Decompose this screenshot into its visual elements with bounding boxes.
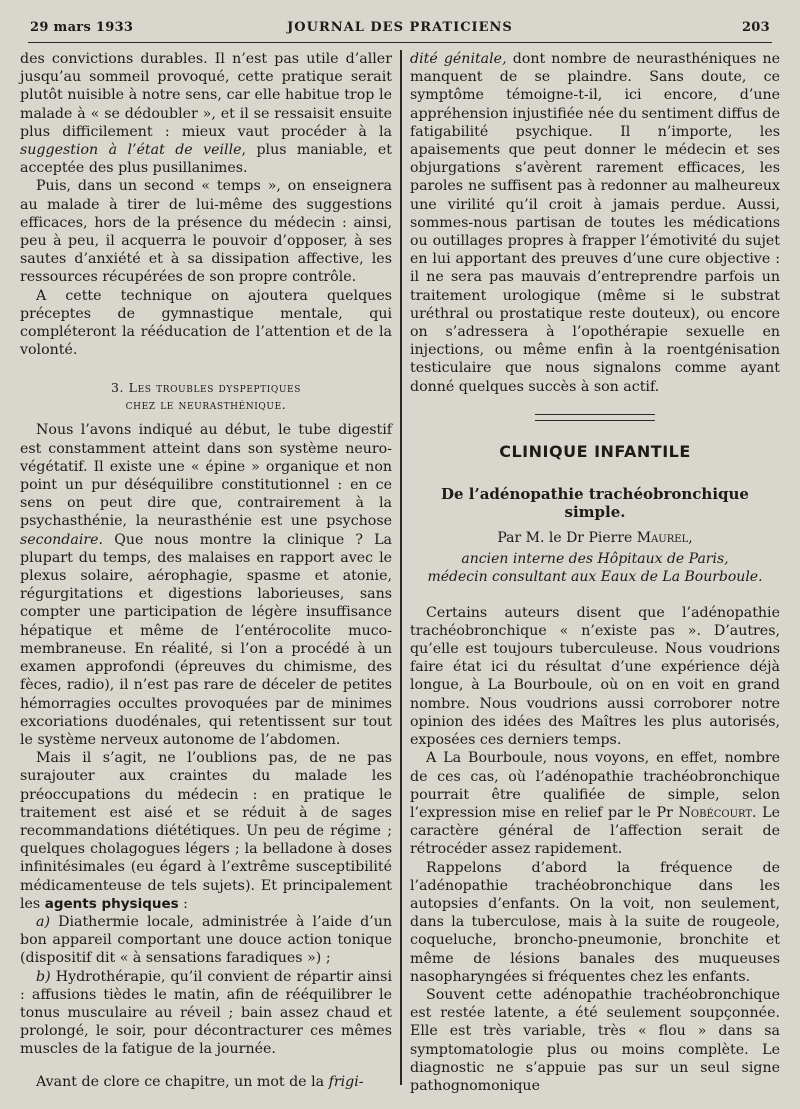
article-title: De l’adénopathie trachéobronchique simple. — [441, 485, 749, 522]
header-date: 29 mars 1933 — [30, 20, 134, 35]
section-heading: 3. Les troubles dyspeptiques chez le neurasthénique. — [110, 380, 301, 413]
author-name: Maurel, — [636, 530, 693, 547]
paragraph: des convictions durables. Il n’est pas utile d’aller jusqu’au sommeil provoqué, cette pratique serait plutôt nuisible à notre sens, car elle habitue trop le malade à « se dédoubler », et il se ressaisit ensuite plus difficilement : mieux vaut procéder à la suggestion à l’état de veille, plus maniable, et acceptée des plus pusillanimes. — [20, 51, 392, 177]
paragraph: Nous l’avons indiqué au début, le tube digestif est constamment atteint dans son système neuro-végétatif. Il existe une « épine » organique et non point un pur déséquilibre constitutionnel : en ce sens on peut dire que, contrairement à la psychasthénie, la neurasthénie est une psychose secondaire. Que nous montre la clinique ? La plupart du temps, des malaises en rapport avec le plexus solaire, aérophagie, spasme et atonie, régurgitations et digestions laborieuses, sans compter une participation de légère insuffisance hépatique et même de l’entérocolite muco-membraneuse. En réalité, si l’on a procédé à un examen approfondi (épreuves du chimisme, des fèces, radio), il n’est pas rare de déceler de petites hémorragies occultes provoquées par de minimes excoriations duodénales, qui retentissent sur tout le système nerveux autonome de l’abdomen. — [20, 422, 392, 748]
emphasis: dité génitale, — [410, 51, 507, 67]
paragraph: Certains auteurs disent que l’adénopathie trachéobronchique « n’existe pas ». D’autres, qu’elle est toujours tuberculeuse. Nous voudrions faire état ici du résultat d’une expérience déjà longue, à La Bourboule, où on en voit en grand nombre. Nous voudrions aussi corroborer notre opinion des idées des Maîtres les plus autorisés, exposées ces derniers temps. — [410, 604, 780, 749]
paragraph: dité génitale, dont nombre de neurasthéniques ne manquent de se plaindre. Sans doute, ce symptôme témoigne-t-il, ici encore, d’une appréhension injustifiée née du sentiment diffus de fatigabilité psychique. Il n’importe, les apaisements que peut donner le médecin et ses objurgations s’avèrent rarement efficaces, les paroles ne suffisent pas à redonner au malheureux une virilité qu’il croit à jamais perdue. Aussi, sommes-nous partisan de toutes les médications ou outillages propres à frapper l’émotivité du sujet en lui apportant des preuves d’une cure objective : il ne sera pas mauvais d’entreprendre parfois un traitement urologique (même si le substrat uréthral ou prostatique reste douteux), ou encore on s’adressera à l’opothérapie sexuelle en injections, ou même enfin à la roentgénisation testiculaire que nous signalons comme ayant donné quelques succès à son actif. — [410, 51, 781, 395]
paragraph: A La Bourboule, nous voyons, en effet, nombre de ces cas, où l’adénopathie trachéobronchique pourrait être qualifiée de simple, selon l’expression mise en relief par le Pr Nobécourt. Le caractère général de l’affection serait de rétrocéder assez rapidement. — [410, 750, 780, 858]
right-column — [410, 50, 780, 1095]
rubric-heading: CLINIQUE INFANTILE — [499, 441, 691, 461]
emphasis-strong: agents physiques — [44, 895, 179, 912]
cited-name: Nobécourt. — [678, 804, 757, 821]
emphasis: suggestion à l’état de veille — [20, 142, 242, 159]
left-column — [20, 50, 392, 1091]
section-divider — [535, 414, 655, 421]
page-header — [28, 18, 772, 43]
paragraph: Puis, dans un second « temps », on enseignera au malade à tirer de lui-même des suggestions efficaces, hors de la présence du médecin : ainsi, peu à peu, il acquerra le pouvoir d’opposer, à ses sautes d’anxiété et à sa dissipation affective, les ressources récupérées de son propre contrôle. — [20, 178, 392, 286]
emphasis: secondaire. — [20, 531, 104, 548]
list-item: b) Hydrothérapie, qu’il convient de répartir ainsi : affusions tièdes le matin, afin de rééquilibrer le tonus musculaire au réveil ; bain assez chaud et prolongé, le soir, pour décontracturer ces mêmes muscles de la fatigue de la journée. — [20, 968, 392, 1058]
column-divider — [400, 50, 402, 1085]
paragraph: Rappelons d’abord la fréquence de l’adénopathie trachéobronchique dans les autopsies d’enfants. On la voit, non seulement, dans la tuberculose, mais à la suite de rougeole, coqueluche, broncho-pneumonie, bronchite et même de lésions banales des muqueuses nasopharyngées si fréquentes chez les enfants. — [410, 859, 780, 985]
paragraph: Avant de clore ce chapitre, un mot de la frigi- — [36, 1073, 364, 1090]
emphasis: frigi- — [328, 1073, 364, 1090]
paragraph: Souvent cette adénopathie trachéobronchique est restée latente, a été seulement soupçonnée. Elle est très variable, très « flou » dans sa symptomatologie plus ou moins complète. Le diagnostic ne s’appuie pas sur un seul signe pathognomonique — [410, 986, 780, 1094]
list-item: a) Diathermie locale, administrée à l’aide d’un bon appareil comportant une douce action tonique (dispositif dit « à sensations faradiques ») ; — [20, 913, 392, 967]
paragraph: A cette technique on ajoutera quelques préceptes de gymnastique mentale, qui compléteront la rééducation de l’attention et de la volonté. — [20, 287, 392, 359]
page-number: 203 — [741, 20, 770, 35]
author-affiliation: ancien interne des Hôpitaux de Paris, médecin consultant aux Eaux de La Bourboule. — [427, 550, 763, 585]
journal-title: JOURNAL DES PRATICIENS — [287, 20, 513, 35]
paragraph: Mais il s’agit, ne l’oublions pas, de ne pas surajouter aux craintes du malade les préoccupations du médecin : en pratique le traitement est aisé et se réduit à de sages recommandations diététiques. Un peu de régime ; quelques cholagogues légers ; la belladone à doses infinitésimales (eu égard à l’extrême susceptibilité médicamenteuse de tels sujets). Et principalement les agents physiques : — [20, 750, 392, 912]
byline: Par M. le Dr Pierre Maurel, — [497, 530, 693, 547]
